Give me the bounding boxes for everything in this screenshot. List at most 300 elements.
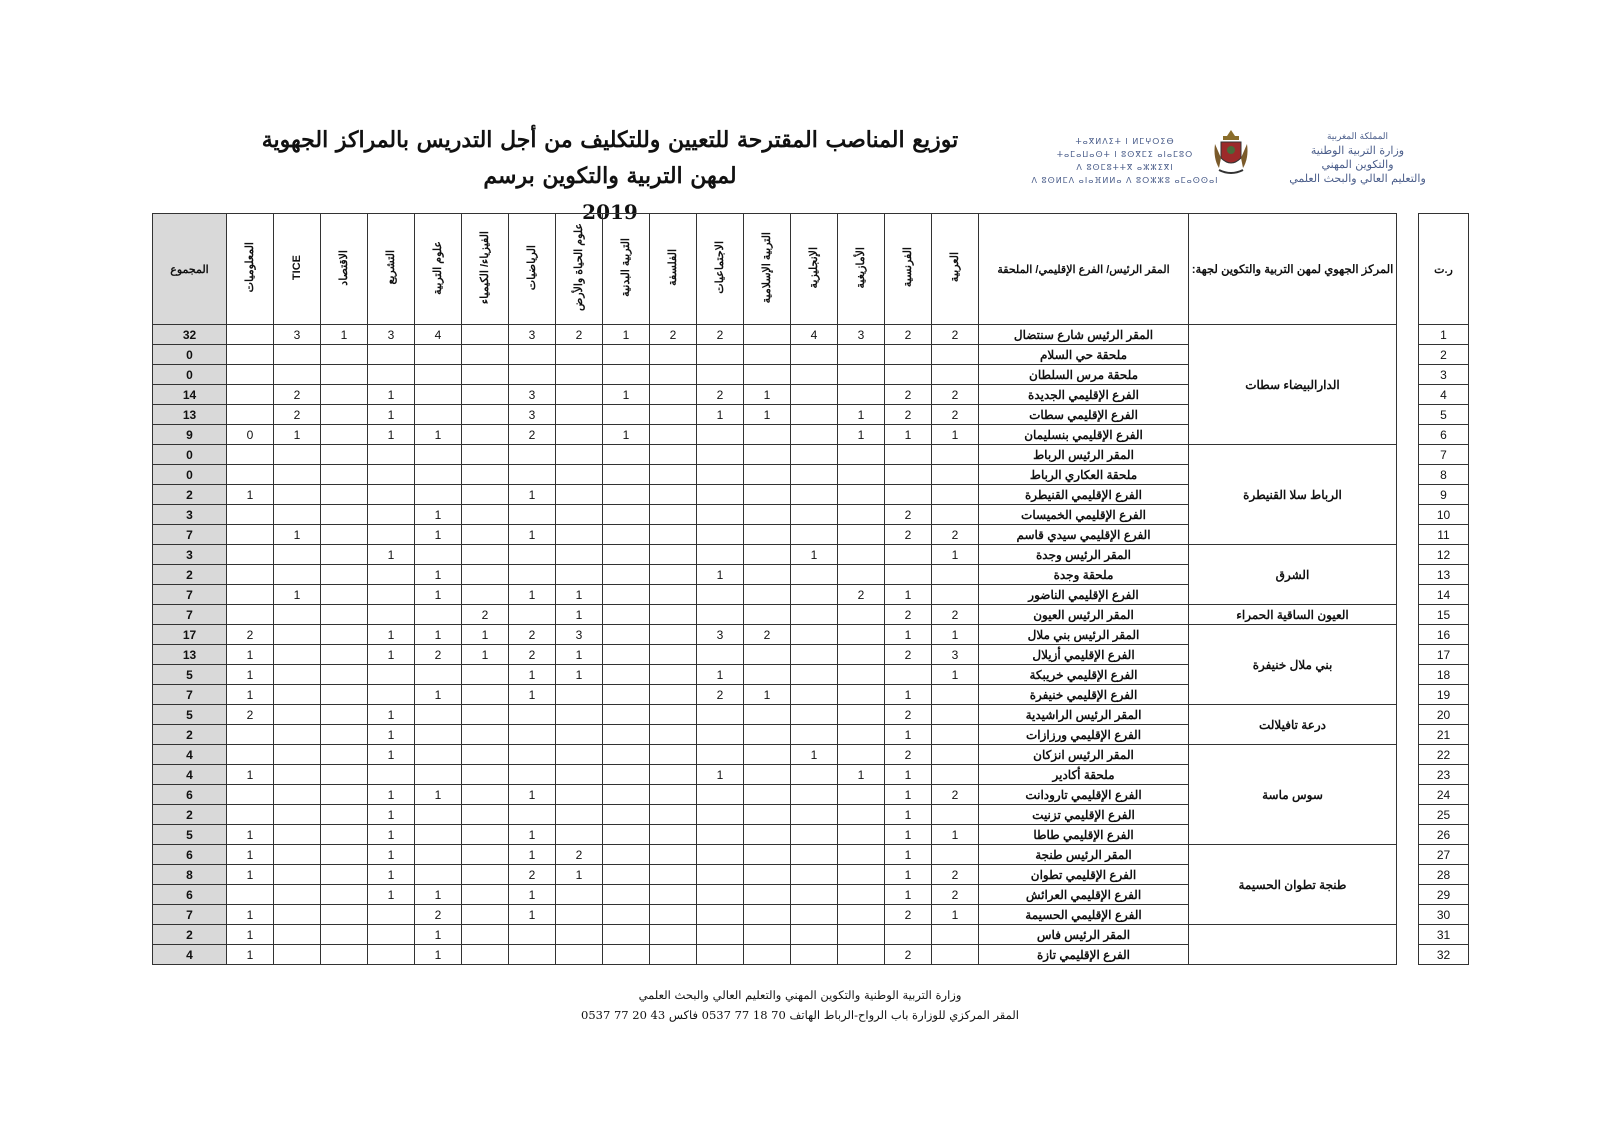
subject-count (838, 345, 885, 365)
subject-count (368, 465, 415, 485)
subject-count (274, 345, 321, 365)
title-text: توزيع المناصب المقترحة للتعيين وللتكليف من أجل التدريس بالمراكز الجهوية لمهن التربية والتكوين برسم (261, 127, 959, 189)
subject-count (509, 945, 556, 965)
subject-count (650, 505, 697, 525)
subject-count (462, 505, 509, 525)
subject-count (697, 445, 744, 465)
subject-count (744, 825, 791, 845)
subject-count (462, 385, 509, 405)
ministry-name-tifinagh (1030, 135, 1220, 187)
subject-count (415, 365, 462, 385)
spacer (1397, 645, 1419, 665)
region-name (1189, 925, 1397, 965)
subject-count: 2 (932, 865, 979, 885)
subject-count (321, 465, 368, 485)
subject-count (650, 565, 697, 585)
subject-count (650, 545, 697, 565)
subject-count (603, 585, 650, 605)
subject-count (603, 665, 650, 685)
subject-count (274, 705, 321, 725)
row-total: 14 (153, 385, 227, 405)
subject-count: 1 (227, 645, 274, 665)
row-index: 12 (1419, 545, 1469, 565)
subject-count (462, 725, 509, 745)
subject-count (744, 425, 791, 445)
spacer (1397, 585, 1419, 605)
row-index: 21 (1419, 725, 1469, 745)
subject-count: 2 (744, 625, 791, 645)
subject-count (415, 545, 462, 565)
subject-count: 1 (415, 585, 462, 605)
row-index: 22 (1419, 745, 1469, 765)
subject-count: 1 (885, 725, 932, 745)
subject-count (509, 925, 556, 945)
subject-count (556, 405, 603, 425)
subject-count (274, 945, 321, 965)
subject-count (462, 345, 509, 365)
branch-name: الفرع الإقليمي سيدي قاسم (979, 525, 1189, 545)
row-index: 23 (1419, 765, 1469, 785)
subject-count: 1 (885, 425, 932, 445)
subject-count: 0 (227, 425, 274, 445)
branch-name: الفرع الإقليمي الخميسات (979, 505, 1189, 525)
subject-count (885, 345, 932, 365)
subject-count (509, 725, 556, 745)
subject-count (274, 805, 321, 825)
branch-name: الفرع الإقليمي طاطا (979, 825, 1189, 845)
subject-count (838, 365, 885, 385)
subject-count (932, 765, 979, 785)
subject-count: 2 (415, 905, 462, 925)
subject-count (744, 605, 791, 625)
subject-count: 1 (556, 665, 603, 685)
subject-count (650, 405, 697, 425)
subject-count (744, 445, 791, 465)
subject-count (838, 525, 885, 545)
subject-count (650, 765, 697, 785)
subject-count (227, 785, 274, 805)
subject-count: 1 (227, 905, 274, 925)
subject-count (368, 905, 415, 925)
col-header-subject: التربية الإسلامية (744, 214, 791, 325)
subject-count (415, 825, 462, 845)
subject-count (509, 765, 556, 785)
subject-count (274, 645, 321, 665)
col-header-subject: علوم التربية (415, 214, 462, 325)
subject-count (462, 705, 509, 725)
branch-name: ملحقة وجدة (979, 565, 1189, 585)
subject-count (838, 605, 885, 625)
subject-count (227, 585, 274, 605)
subject-count (509, 365, 556, 385)
col-header-subject: TICE (274, 214, 321, 325)
subject-count: 2 (509, 425, 556, 445)
subject-count (415, 385, 462, 405)
branch-name: المقر الرئيس بني ملال (979, 625, 1189, 645)
branch-name: المقر الرئيس الراشيدية (979, 705, 1189, 725)
subject-count (932, 485, 979, 505)
subject-count (697, 345, 744, 365)
subject-count: 3 (274, 325, 321, 345)
subject-count: 2 (885, 645, 932, 665)
spacer (1397, 685, 1419, 705)
subject-count (603, 885, 650, 905)
subject-count (744, 785, 791, 805)
subject-count (509, 745, 556, 765)
subject-count (744, 645, 791, 665)
subject-count (321, 845, 368, 865)
subject-count: 1 (368, 825, 415, 845)
subject-count (462, 425, 509, 445)
subject-count: 1 (791, 745, 838, 765)
subject-count (274, 665, 321, 685)
subject-count (509, 445, 556, 465)
subject-count (838, 885, 885, 905)
subject-count (697, 505, 744, 525)
subject-count (650, 725, 697, 745)
region-name: الرباط سلا القنيطرة (1189, 445, 1397, 545)
branch-name: ملحقة حي السلام (979, 345, 1189, 365)
subject-count: 1 (697, 405, 744, 425)
subject-count (321, 425, 368, 445)
spacer (1397, 945, 1419, 965)
subject-count (368, 765, 415, 785)
subject-count (650, 525, 697, 545)
table-body (153, 325, 1469, 965)
branch-name: الفرع الإقليمي سطات (979, 405, 1189, 425)
row-index: 32 (1419, 945, 1469, 965)
subject-count (650, 445, 697, 465)
col-header-subject: الإنجليزية (791, 214, 838, 325)
spacer (1397, 365, 1419, 385)
subject-count (603, 505, 650, 525)
subject-count (321, 365, 368, 385)
row-total: 6 (153, 885, 227, 905)
subject-count (650, 785, 697, 805)
row-total: 13 (153, 405, 227, 425)
subject-count (368, 605, 415, 625)
subject-count (697, 925, 744, 945)
subject-count (744, 765, 791, 785)
row-total: 8 (153, 865, 227, 885)
subject-count (556, 505, 603, 525)
subject-count (415, 765, 462, 785)
subject-count (274, 865, 321, 885)
branch-name: الفرع الإقليمي الناضور (979, 585, 1189, 605)
subject-count (650, 425, 697, 445)
subject-count (650, 625, 697, 645)
subject-count (744, 565, 791, 585)
subject-count (368, 945, 415, 965)
subject-count: 2 (556, 845, 603, 865)
subject-count: 1 (885, 785, 932, 805)
subject-count: 1 (227, 825, 274, 845)
subject-count (368, 345, 415, 365)
subject-count (462, 865, 509, 885)
subject-count (415, 465, 462, 485)
subject-count (650, 865, 697, 885)
subject-count (697, 605, 744, 625)
subject-count (509, 565, 556, 585)
subject-count (885, 665, 932, 685)
row-total: 7 (153, 605, 227, 625)
subject-count (603, 925, 650, 945)
subject-count: 1 (368, 545, 415, 565)
row-index: 19 (1419, 685, 1469, 705)
subject-count (697, 545, 744, 565)
subject-count (791, 365, 838, 385)
branch-name: الفرع الإقليمي ورزازات (979, 725, 1189, 745)
subject-count: 1 (885, 625, 932, 645)
col-header-index: ر.ت (1419, 214, 1469, 325)
subject-count (227, 325, 274, 345)
subject-count (227, 445, 274, 465)
branch-name: الفرع الإقليمي خريبكة (979, 665, 1189, 685)
subject-count: 4 (791, 325, 838, 345)
spacer (1397, 885, 1419, 905)
subject-count (415, 445, 462, 465)
subject-count (791, 845, 838, 865)
row-index: 24 (1419, 785, 1469, 805)
table-row (153, 625, 1469, 645)
tifinagh-line-1: ⵜⴰⴳⵍⴷⵉⵜ ⵏ ⵍⵎⵖⵔⵉⴱ (1075, 137, 1175, 146)
subject-count (227, 545, 274, 565)
row-total: 7 (153, 585, 227, 605)
subject-count (321, 525, 368, 545)
region-name: الدارالبيضاء سطات (1189, 325, 1397, 445)
tifinagh-line-3: ⴷ ⵓⵙⵎⵓⵜⵜⴳ ⴰⵣⵣⵉⴳⵏ (1076, 163, 1174, 172)
subject-count: 1 (462, 625, 509, 645)
subject-count (274, 605, 321, 625)
subject-count: 1 (556, 585, 603, 605)
subject-count: 1 (744, 385, 791, 405)
subject-count (274, 825, 321, 845)
spacer (1397, 325, 1419, 345)
subject-count (650, 905, 697, 925)
subject-count (744, 585, 791, 605)
subject-count: 1 (415, 885, 462, 905)
subject-count (744, 845, 791, 865)
row-total: 3 (153, 545, 227, 565)
subject-count (227, 405, 274, 425)
subject-count (321, 405, 368, 425)
subject-count: 1 (509, 525, 556, 545)
subject-count (838, 545, 885, 565)
subject-count (885, 465, 932, 485)
subject-count (274, 505, 321, 525)
subject-count: 1 (509, 845, 556, 865)
subject-count: 1 (227, 485, 274, 505)
subject-count: 2 (509, 625, 556, 645)
row-total: 2 (153, 725, 227, 745)
subject-count (509, 505, 556, 525)
subject-count (415, 405, 462, 425)
subject-count (462, 365, 509, 385)
tifinagh-line-2: ⵜⴰⵎⴰⵡⴰⵙⵜ ⵏ ⵓⵙⴳⵎⵉ ⴰⵏⴰⵎⵓⵔ (1056, 150, 1194, 159)
subject-count (697, 825, 744, 845)
subject-count (509, 345, 556, 365)
subject-count: 1 (885, 885, 932, 905)
footer-address: المقر المركزي للوزارة باب الرواح-الرباط الهاتف 70 18 77 0537 فاكس 43 20 77 0537 (581, 1008, 1019, 1022)
row-total: 4 (153, 765, 227, 785)
row-index: 13 (1419, 565, 1469, 585)
subject-count: 2 (885, 605, 932, 625)
subject-count (650, 485, 697, 505)
subject-count (932, 805, 979, 825)
subject-count: 1 (368, 845, 415, 865)
subject-count (932, 365, 979, 385)
subject-count (556, 525, 603, 545)
subject-count (791, 425, 838, 445)
subject-count (791, 925, 838, 945)
subject-count (321, 705, 368, 725)
subject-count: 3 (697, 625, 744, 645)
ministry-name-arabic (1245, 130, 1470, 186)
subject-count (603, 625, 650, 645)
subject-count (603, 685, 650, 705)
subject-count (603, 765, 650, 785)
subject-count (791, 865, 838, 885)
subject-count (932, 925, 979, 945)
subject-count (368, 485, 415, 505)
subject-count (603, 465, 650, 485)
region-name: بني ملال خنيفرة (1189, 625, 1397, 705)
subject-count (838, 845, 885, 865)
subject-count (791, 485, 838, 505)
subject-count: 1 (932, 825, 979, 845)
subject-count (274, 545, 321, 565)
subject-count: 2 (885, 325, 932, 345)
subject-count (227, 465, 274, 485)
subject-count (227, 885, 274, 905)
subject-count (697, 585, 744, 605)
subject-count: 1 (227, 945, 274, 965)
subject-count (838, 925, 885, 945)
row-index: 17 (1419, 645, 1469, 665)
subject-count (932, 845, 979, 865)
subject-count: 1 (227, 765, 274, 785)
subject-count (368, 525, 415, 545)
branch-name: الفرع الإقليمي بنسليمان (979, 425, 1189, 445)
row-total: 13 (153, 645, 227, 665)
subject-count (462, 945, 509, 965)
subject-count (650, 705, 697, 725)
subject-count (509, 605, 556, 625)
subject-count (838, 465, 885, 485)
subject-count (744, 545, 791, 565)
subject-count (603, 485, 650, 505)
subject-count (885, 365, 932, 385)
subject-count: 2 (415, 645, 462, 665)
subject-count (697, 465, 744, 485)
row-total: 2 (153, 485, 227, 505)
subject-count (368, 665, 415, 685)
subject-count (321, 825, 368, 845)
subject-count (744, 525, 791, 545)
subject-count (603, 785, 650, 805)
subject-count: 2 (462, 605, 509, 625)
subject-count (556, 465, 603, 485)
subject-count (462, 465, 509, 485)
subject-count (556, 905, 603, 925)
region-name: درعة تافيلالت (1189, 705, 1397, 745)
subject-count: 4 (415, 325, 462, 345)
row-index: 5 (1419, 405, 1469, 425)
subject-count (744, 365, 791, 385)
subject-count (791, 565, 838, 585)
subject-count: 1 (368, 625, 415, 645)
table-row (153, 705, 1469, 725)
subject-count (462, 665, 509, 685)
subject-count (697, 725, 744, 745)
subject-count (509, 465, 556, 485)
subject-count (603, 545, 650, 565)
subject-count (321, 725, 368, 745)
subject-count (556, 765, 603, 785)
subject-count (227, 725, 274, 745)
subject-count: 2 (932, 785, 979, 805)
subject-count: 1 (368, 805, 415, 825)
subject-count (791, 445, 838, 465)
subject-count (838, 565, 885, 585)
col-header-subject: الفيزياء/ الكيمياء (462, 214, 509, 325)
subject-count (321, 345, 368, 365)
subject-count (321, 385, 368, 405)
subject-count: 2 (885, 385, 932, 405)
branch-name: المقر الرئيس انزكان (979, 745, 1189, 765)
subject-count (885, 565, 932, 585)
subject-count (932, 565, 979, 585)
branch-name: الفرع الإقليمي القنيطرة (979, 485, 1189, 505)
branch-name: المقر الرئيس العيون (979, 605, 1189, 625)
subject-count (462, 405, 509, 425)
subject-count: 1 (932, 665, 979, 685)
subject-count (744, 345, 791, 365)
branch-name: الفرع الإقليمي العرائش (979, 885, 1189, 905)
subject-count (415, 845, 462, 865)
table-header-row (153, 214, 1469, 325)
subject-count (415, 805, 462, 825)
table-row (153, 745, 1469, 765)
subject-count: 1 (556, 645, 603, 665)
subject-count: 1 (227, 865, 274, 885)
subject-count (650, 385, 697, 405)
spacer (1397, 465, 1419, 485)
branch-name: الفرع الإقليمي تزنيت (979, 805, 1189, 825)
subject-count (650, 465, 697, 485)
subject-count (274, 485, 321, 505)
subject-count (321, 585, 368, 605)
row-total: 3 (153, 505, 227, 525)
subject-count: 1 (744, 405, 791, 425)
subject-count: 1 (509, 905, 556, 925)
subject-count: 1 (368, 865, 415, 885)
col-header-subject: الاجتماعيات (697, 214, 744, 325)
subject-count: 1 (885, 825, 932, 845)
spacer (1397, 785, 1419, 805)
subject-count: 3 (838, 325, 885, 345)
subject-count: 2 (885, 505, 932, 525)
subject-count (556, 385, 603, 405)
row-total: 9 (153, 425, 227, 445)
subject-count: 1 (415, 525, 462, 545)
subject-count (415, 745, 462, 765)
subject-count: 2 (885, 745, 932, 765)
row-total: 5 (153, 665, 227, 685)
subject-count (697, 945, 744, 965)
subject-count: 3 (509, 385, 556, 405)
subject-count (415, 865, 462, 885)
